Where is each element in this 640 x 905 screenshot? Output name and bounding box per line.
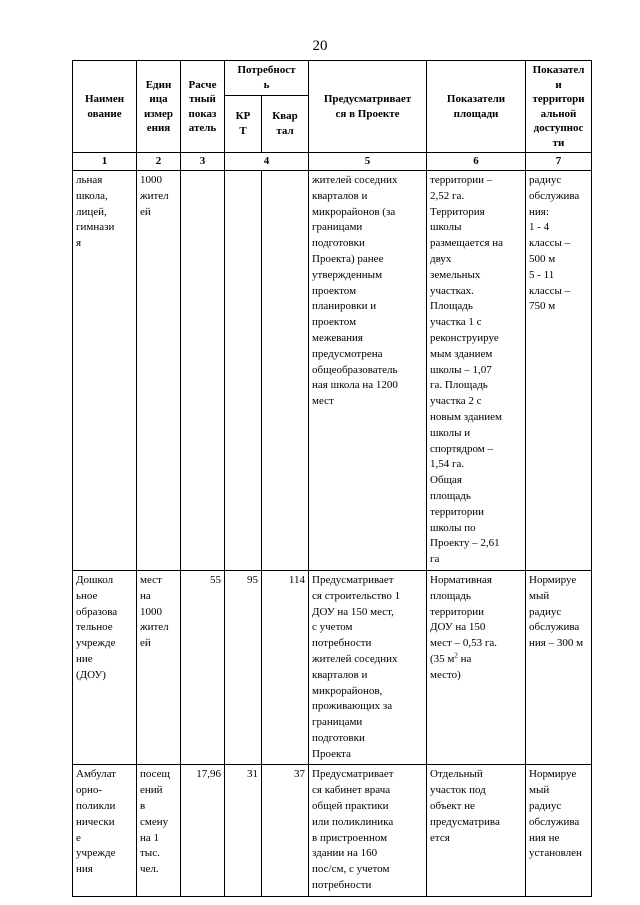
row-unit: мест на 1000 жител ей: [137, 570, 181, 765]
row-area-text: Нормативная площадь территории ДОУ на 150 мест – 0,53 га. (35 м: [430, 573, 497, 665]
row-kvartal: 114: [262, 570, 309, 765]
page-number: 20: [312, 38, 328, 54]
row-provided: Предусматривает ся строительство 1 ДОУ на 150 мест, с учетом потребности жителей соседних кварталов и микрорайонов, проживающих за границами подготовки Проекта: [309, 570, 427, 765]
row-provided: жителей соседних кварталов и микрорайонов (за границами подготовки Проекта) ранее утвержденным проектом планировки и проектом межевания предусмотрена общеобразователь ная школа на 1200 мест: [309, 171, 427, 571]
column-number: 4: [225, 153, 309, 171]
header-need: Потребност ь: [225, 61, 309, 96]
row-access: радиус обслужива ния: 1 - 4 классы – 500 м 5 - 11 классы – 750 м: [526, 171, 592, 571]
header-need-kvartal: Квар тал: [262, 95, 309, 152]
row-krt: 31: [225, 765, 262, 896]
row-area-superscript: 2: [454, 651, 458, 660]
column-number: 7: [526, 153, 592, 171]
header-area: Показатели площади: [427, 61, 526, 153]
table-row: [73, 570, 592, 765]
table-row: [73, 765, 592, 896]
row-name: Амбулат орно- поликли нически е учрежде ния: [73, 765, 137, 896]
header-access: Показател и территори альной доступнос ти: [526, 61, 592, 153]
row-krt: 95: [225, 570, 262, 765]
row-access: Нормируе мый радиус обслужива ния – 300 м: [526, 570, 592, 765]
row-access: Нормируе мый радиус обслужива ния не установлен: [526, 765, 592, 896]
planning-table: [72, 60, 592, 897]
row-area-text-end: на место): [430, 652, 472, 681]
row-kvartal: 37: [262, 765, 309, 896]
row-name: льная школа, лицей, гимнази я: [73, 171, 137, 571]
row-krt: [225, 171, 262, 571]
column-number-row: [73, 153, 592, 171]
row-calc: 17,96: [181, 765, 225, 896]
column-number: 6: [427, 153, 526, 171]
row-calc: [181, 171, 225, 571]
row-unit: посещ ений в смену на 1 тыс. чел.: [137, 765, 181, 896]
column-number: 5: [309, 153, 427, 171]
header-row-1: [73, 61, 592, 96]
column-number: 3: [181, 153, 225, 171]
row-provided: Предусматривает ся кабинет врача общей практики или поликлиника в пристроенном здании на 160 пос/см, с учетом потребности: [309, 765, 427, 896]
column-number: 1: [73, 153, 137, 171]
header-need-krt: КР Т: [225, 95, 262, 152]
header-calc: Расче тный показ атель: [181, 61, 225, 153]
row-area: [427, 570, 526, 765]
row-area: территории – 2,52 га. Территория школы размещается на двух земельных участках. Площадь участка 1 с реконструируе мым зданием школы – 1,07 га. Площадь участка 2 с новым зданием школы и спортядром – 1,54 га. Общая площадь территории школы по Проекту – 2,61 га: [427, 171, 526, 571]
table-row: [73, 171, 592, 571]
row-name: Дошкол ьное образова тельное учрежде ние (ДОУ): [73, 570, 137, 765]
column-number: 2: [137, 153, 181, 171]
header-provided: Предусматривает ся в Проекте: [309, 61, 427, 153]
row-kvartal: [262, 171, 309, 571]
row-area: Отдельный участок под объект не предусматрива ется: [427, 765, 526, 896]
row-calc: 55: [181, 570, 225, 765]
header-unit: Един ица измер ения: [137, 61, 181, 153]
row-unit: 1000 жител ей: [137, 171, 181, 571]
header-name: Наимен ование: [73, 61, 137, 153]
